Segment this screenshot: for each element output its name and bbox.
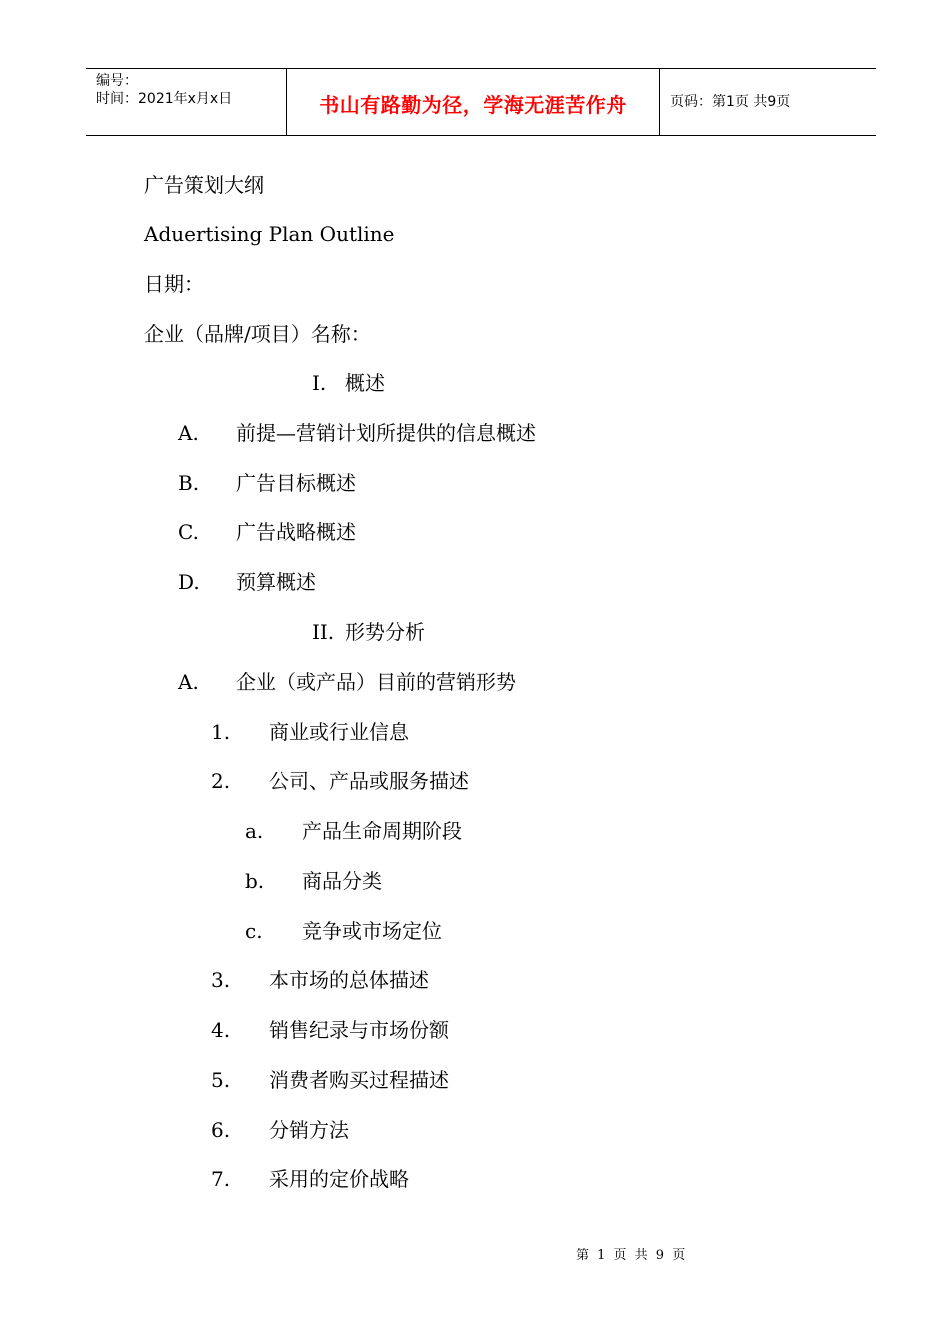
page-header bbox=[86, 68, 876, 136]
outline-marker: 3. bbox=[211, 968, 231, 992]
date-label: 日期： bbox=[144, 272, 204, 296]
outline-marker: 1. bbox=[211, 720, 231, 744]
outline-text: 采用的定价战略 bbox=[269, 1167, 409, 1191]
outline-marker: C. bbox=[178, 520, 199, 544]
header-time-label: 时间：2021年x月x日 bbox=[96, 91, 233, 107]
outline-text: 竞争或市场定位 bbox=[302, 919, 442, 943]
outline-text: 本市场的总体描述 bbox=[269, 968, 429, 992]
outline-text: 分销方法 bbox=[269, 1118, 349, 1142]
outline-text: 消费者购买过程描述 bbox=[269, 1068, 449, 1092]
outline-text: 广告目标概述 bbox=[236, 471, 356, 495]
outline-text: 商业或行业信息 bbox=[269, 720, 409, 744]
outline-text: 形势分析 bbox=[345, 620, 425, 644]
outline-text: 商品分类 bbox=[302, 869, 382, 893]
company-label: 企业（品牌/项目）名称： bbox=[144, 322, 371, 346]
outline-marker: 7. bbox=[211, 1167, 231, 1191]
header-number-label: 编号： bbox=[96, 73, 138, 89]
outline-marker: A. bbox=[178, 670, 199, 694]
footer-page-number: 第 1 页 共 9 页 bbox=[576, 1248, 688, 1263]
outline-marker: 6. bbox=[211, 1118, 231, 1142]
outline-marker: I. bbox=[312, 371, 327, 395]
outline-marker: b. bbox=[245, 869, 265, 893]
outline-text: 产品生命周期阶段 bbox=[302, 819, 462, 843]
outline-text: 企业（或产品）目前的营销形势 bbox=[236, 670, 516, 694]
outline-text: 公司、产品或服务描述 bbox=[269, 769, 469, 793]
outline-text: 广告战略概述 bbox=[236, 520, 356, 544]
header-meta bbox=[86, 69, 287, 135]
doc-title-cn: 广告策划大纲 bbox=[144, 173, 264, 197]
outline-marker: B. bbox=[178, 471, 200, 495]
outline-text: 概述 bbox=[345, 371, 385, 395]
outline-marker: a. bbox=[245, 819, 264, 843]
outline-marker: II. bbox=[312, 620, 335, 644]
outline-text: 销售纪录与市场份额 bbox=[269, 1018, 449, 1042]
outline-text: 前提—营销计划所提供的信息概述 bbox=[236, 421, 536, 445]
outline-marker: 2. bbox=[211, 769, 231, 793]
header-page-info: 页码：第1页 共9页 bbox=[670, 94, 791, 110]
outline-marker: c. bbox=[245, 919, 263, 943]
outline-text: 预算概述 bbox=[236, 570, 316, 594]
outline-marker: D. bbox=[178, 570, 200, 594]
outline-marker: 5. bbox=[211, 1068, 231, 1092]
header-motto: 书山有路勤为径，学海无涯苦作舟 bbox=[287, 69, 660, 135]
outline-marker: 4. bbox=[211, 1018, 231, 1042]
outline-marker: A. bbox=[178, 421, 199, 445]
doc-title-en: Aduertising Plan Outline bbox=[144, 222, 395, 246]
